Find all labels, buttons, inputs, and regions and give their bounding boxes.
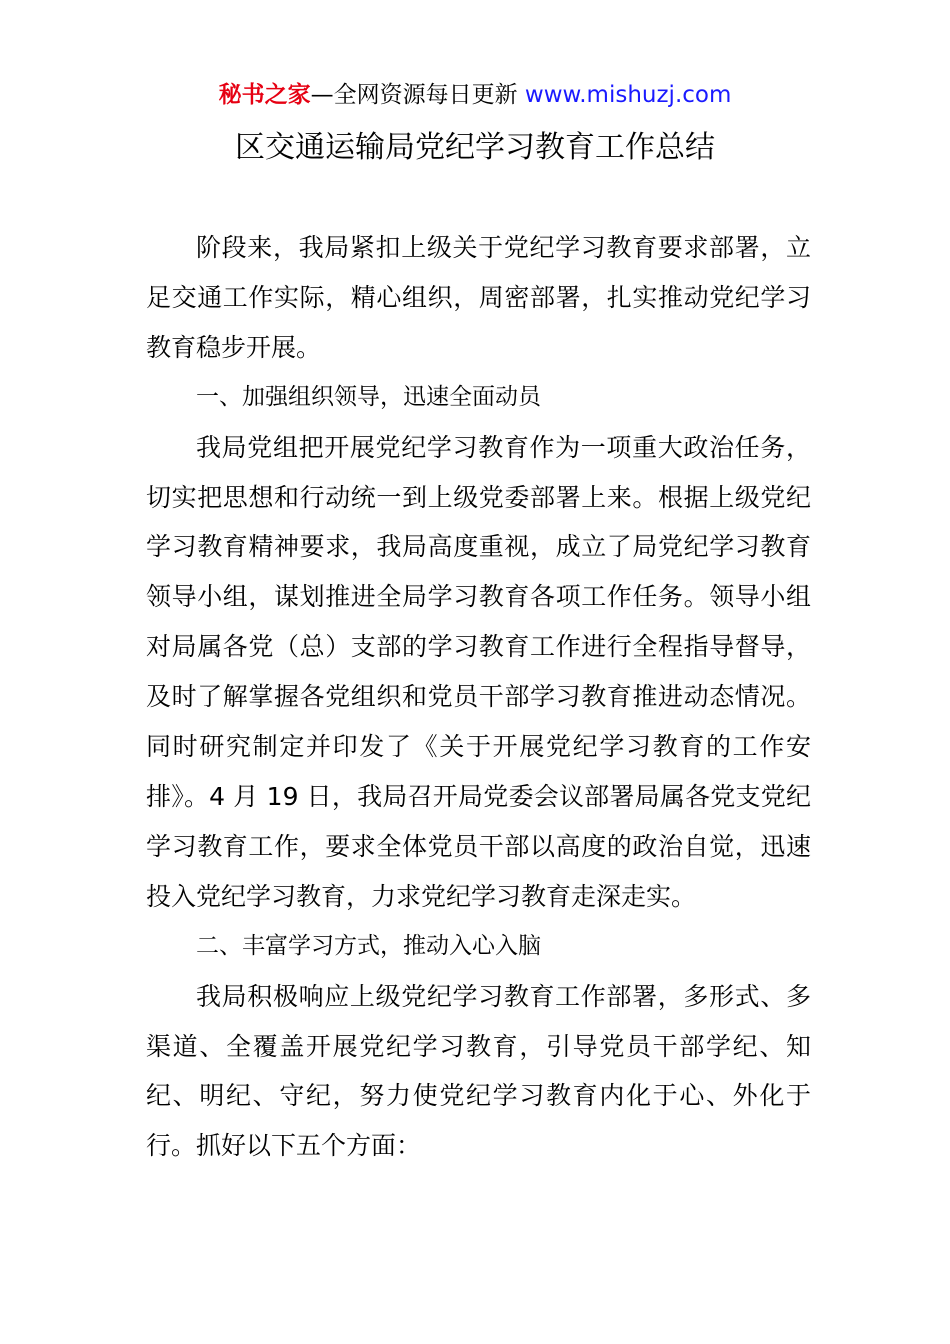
site-header: [0, 78, 950, 112]
section-heading-2: 二、丰富学习方式，推动入心入脑: [196, 932, 541, 959]
site-url-link[interactable]: www.mishuzj.com: [524, 82, 732, 108]
site-brand: 秘书之家: [218, 82, 311, 108]
intro-paragraph: 阶段来，我局紧扣上级关于党纪学习教育要求部署，立足交通工作实际，精心组织，周密部署，扎实推动党纪学习教育稳步开展。: [146, 233, 811, 362]
document-body: [146, 223, 811, 1171]
section-paragraph-2: 我局积极响应上级党纪学习教育工作部署，多形式、多渠道、全覆盖开展党纪学习教育，引导党员干部学纪、知纪、明纪、守纪，努力使党纪学习教育内化于心、外化于行。抓好以下五个方面：: [146, 981, 811, 1161]
document-title: 区交通运输局党纪学习教育工作总结: [235, 130, 715, 165]
section-heading-1: 一、加强组织领导，迅速全面动员: [196, 383, 541, 410]
section-paragraph-1: 我局党组把开展党纪学习教育作为一项重大政治任务，切实把思想和行动统一到上级党委部署上来。根据上级党纪学习教育精神要求，我局高度重视，成立了局党纪学习教育领导小组，谋划推进全局学习教育各项工作任务。领导小组对局属各党（总）支部的学习教育工作进行全程指导督导，及时了解掌握各党组织和党员干部学习教育推进动态情况。同时研究制定并印发了《关于开展党纪学习教育的工作安排》。4 月 19 日，我局召开局党委会议部署局属各党支党纪学习教育工作，要求全体党员干部以高度的政治自觉，迅速投入党纪学习教育，力求党纪学习教育走深走实。: [146, 432, 811, 911]
site-tagline: —全网资源每日更新: [310, 82, 518, 108]
